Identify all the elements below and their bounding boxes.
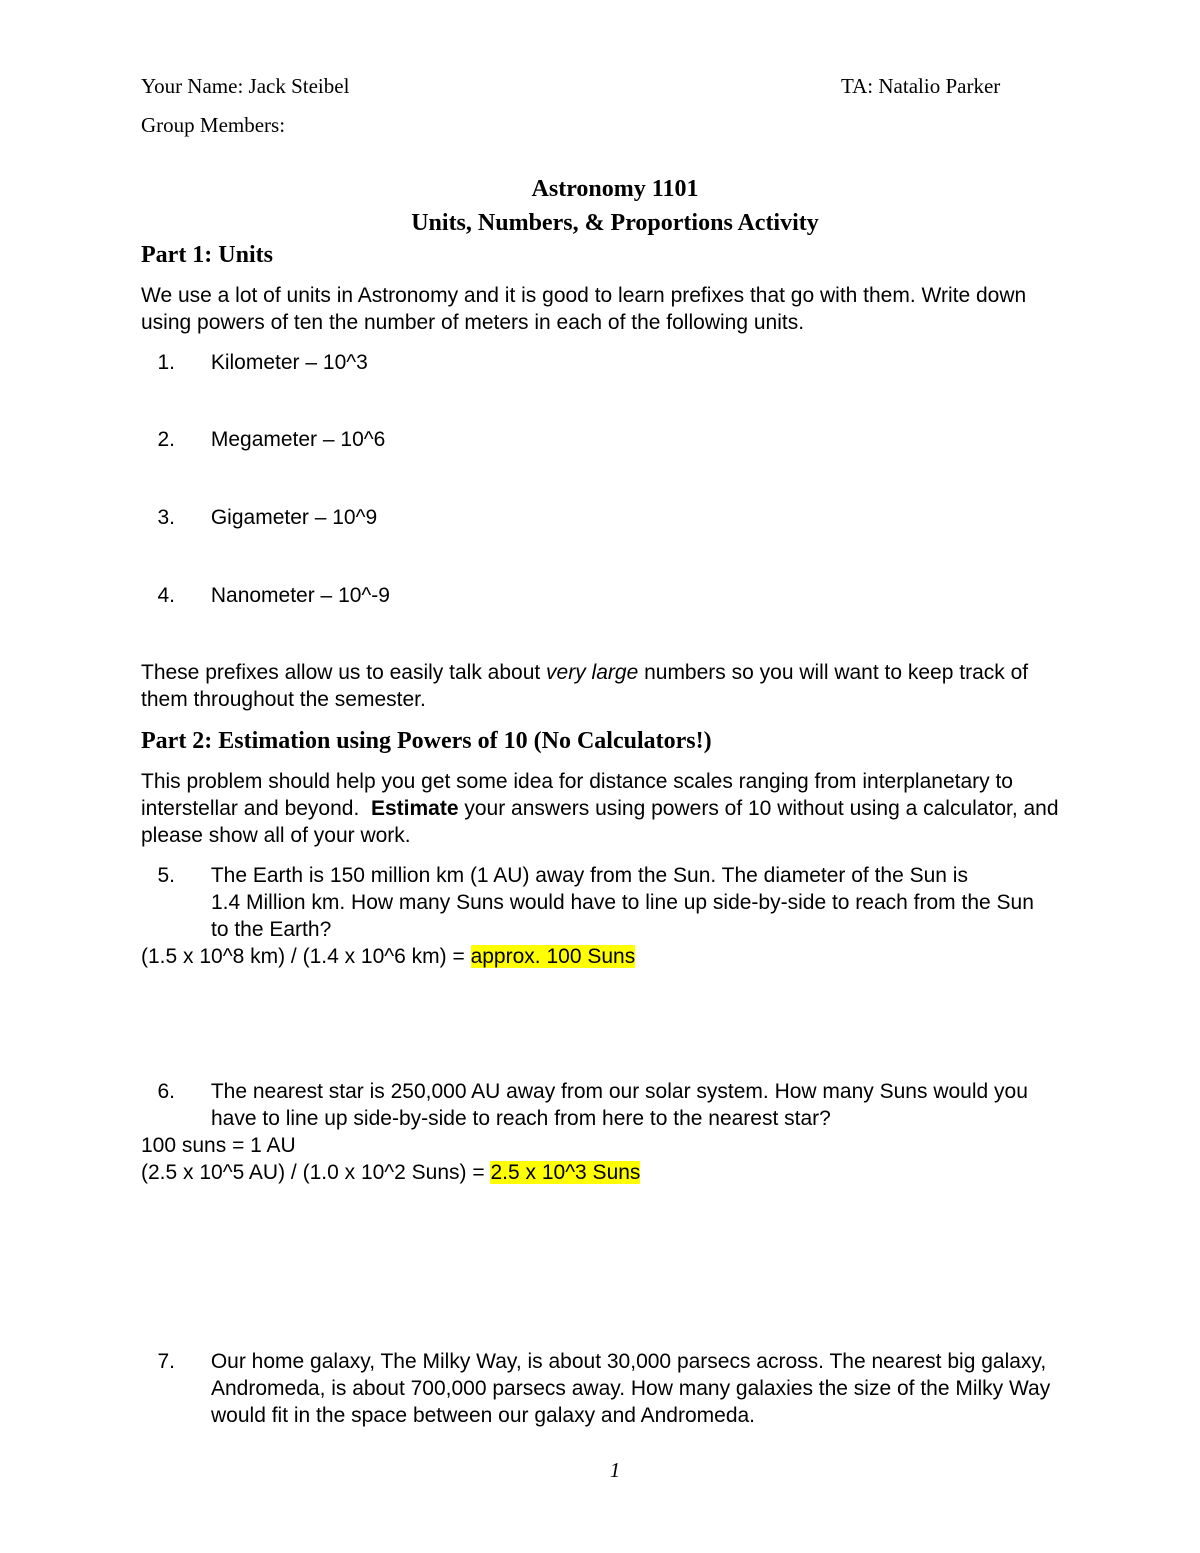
student-name: Your Name: Jack Steibel bbox=[141, 74, 350, 98]
list-item-number: 1. bbox=[157, 351, 175, 374]
list-item-text: Megameter – 10^6 bbox=[210, 428, 386, 451]
question-7-line2: Andromeda, is about 700,000 parsecs away. How many galaxies the size of the Milky Way bbox=[211, 1377, 1051, 1400]
question-6-line1 bbox=[141, 1080, 1028, 1104]
part2-intro-bold: Estimate bbox=[370, 797, 459, 820]
question-text: The nearest star is 250,000 AU away from our solar system. How many Suns would you bbox=[210, 1080, 1028, 1103]
question-6-answer bbox=[141, 1161, 640, 1185]
part2-intro-line3: please show all of your work. bbox=[141, 824, 411, 847]
part1-outro-line1 bbox=[141, 661, 1028, 685]
list-item-text: Kilometer – 10^3 bbox=[210, 351, 368, 374]
list-item bbox=[141, 506, 377, 530]
page-number: 1 bbox=[609, 1458, 621, 1482]
question-6-answer-line1: 100 suns = 1 AU bbox=[141, 1134, 296, 1157]
list-item-number: 3. bbox=[157, 506, 175, 529]
part1-outro-text-b: numbers so you will want to keep track of bbox=[638, 661, 1029, 684]
part2-intro-line2 bbox=[141, 797, 1059, 821]
answer-highlight: 2.5 x 10^3 Suns bbox=[490, 1161, 641, 1184]
part1-intro-line2: using powers of ten the number of meters in each of the following units. bbox=[141, 311, 805, 334]
group-members-label: Group Members: bbox=[141, 113, 286, 137]
ta-name: TA: Natalio Parker bbox=[841, 74, 1001, 98]
question-6-line2: have to line up side-by-side to reach from here to the nearest star? bbox=[211, 1107, 831, 1130]
question-text: Our home galaxy, The Milky Way, is about 30,000 parsecs across. The nearest big galaxy, bbox=[210, 1350, 1047, 1373]
question-7-line1 bbox=[141, 1350, 1046, 1374]
question-7-line3: would fit in the space between our galaxy and Andromeda. bbox=[211, 1404, 756, 1427]
question-number: 7. bbox=[157, 1350, 175, 1373]
list-item bbox=[141, 428, 385, 452]
part2-intro-line1: This problem should help you get some idea for distance scales ranging from interplanetary to bbox=[141, 770, 1013, 793]
part1-heading: Part 1: Units bbox=[141, 242, 273, 268]
question-text: The Earth is 150 million km (1 AU) away from the Sun. The diameter of the Sun is bbox=[210, 864, 968, 887]
document-subtitle: Units, Numbers, & Proportions Activity bbox=[411, 210, 819, 236]
question-5-line3: to the Earth? bbox=[211, 918, 332, 941]
question-5-answer bbox=[141, 945, 635, 969]
list-item-text: Nanometer – 10^-9 bbox=[210, 584, 390, 607]
list-item bbox=[141, 351, 368, 375]
document-title: Astronomy 1101 bbox=[531, 176, 699, 202]
part2-heading: Part 2: Estimation using Powers of 10 (No Calculators!) bbox=[141, 728, 712, 754]
part1-outro-line2: them throughout the semester. bbox=[141, 688, 426, 711]
list-item-number: 4. bbox=[157, 584, 175, 607]
question-number: 5. bbox=[157, 864, 175, 887]
part1-outro-text-a: These prefixes allow us to easily talk about bbox=[141, 661, 547, 684]
answer-text: (2.5 x 10^5 AU) / (1.0 x 10^2 Suns) = bbox=[141, 1161, 491, 1184]
question-number: 6. bbox=[157, 1080, 175, 1103]
answer-highlight: approx. 100 Suns bbox=[470, 945, 636, 968]
part1-outro-emphasis: very large bbox=[546, 661, 639, 684]
answer-text: (1.5 x 10^8 km) / (1.4 x 10^6 km) = bbox=[141, 945, 471, 968]
part2-intro-text-b: your answers using powers of 10 without using a calculator, and bbox=[458, 797, 1059, 820]
list-item-number: 2. bbox=[157, 428, 175, 451]
part1-intro-line1: We use a lot of units in Astronomy and it is good to learn prefixes that go with them. Write down bbox=[141, 284, 1027, 307]
list-item-text: Gigameter – 10^9 bbox=[210, 506, 378, 529]
question-5-line1 bbox=[141, 864, 968, 888]
part2-intro-text-a: interstellar and beyond. bbox=[141, 797, 371, 820]
list-item bbox=[141, 584, 390, 608]
question-5-line2: 1.4 Million km. How many Suns would have to line up side-by-side to reach from the Sun bbox=[211, 891, 1034, 914]
